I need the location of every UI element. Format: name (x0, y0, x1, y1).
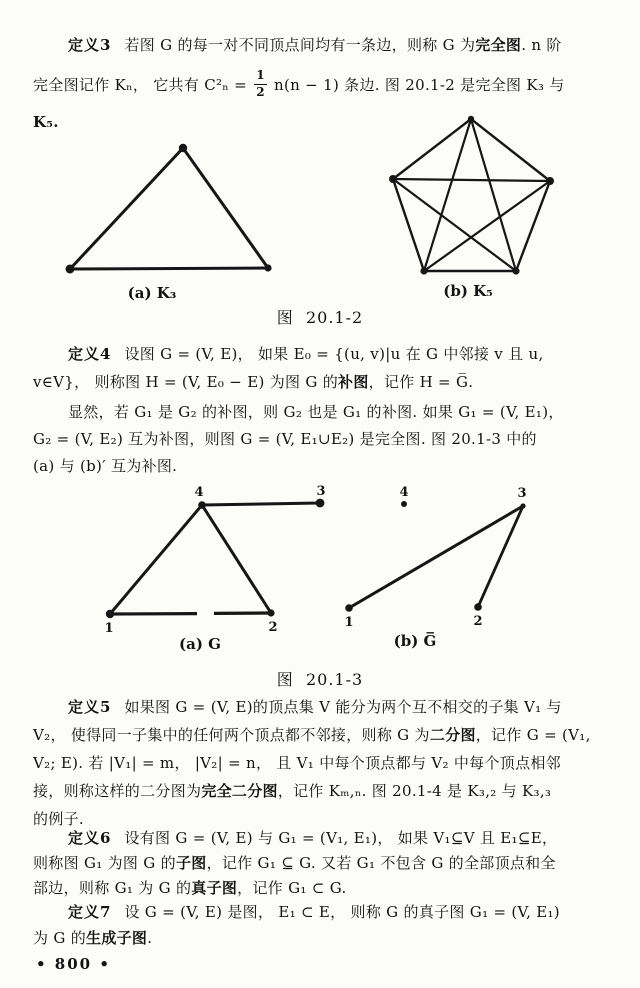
paragraph-obvious (33, 399, 613, 480)
vertex-dot (316, 499, 325, 508)
def7-text2: 为 G 的 (33, 929, 87, 947)
def6-text: 设有图 G = (V, E) 与 G₁ = (V₁, E₁)， 如果 V₁⊆V 且 E₁⊆E， (124, 829, 558, 847)
vertex-dot (267, 609, 274, 616)
def3-formula-pre: 完全图记作 Kₙ， 它共有 C²ₙ = (33, 75, 248, 94)
def7-text2-tail: . (147, 929, 153, 947)
def6-line3 (33, 876, 613, 901)
term-complete-bipartite-graph: 完全二分图 (201, 782, 278, 800)
def5-line1 (33, 693, 613, 721)
def5-text4-tail: ，记作 Kₘ,ₙ. 图 20.1-4 是 K₃,₂ 与 K₃,₃ (277, 782, 552, 800)
term-proper-subgraph: 真子图 (191, 879, 238, 897)
obvious-line3: (a) 与 (b)′ 互为补图. (33, 457, 178, 475)
page-number: • 800 • (36, 955, 111, 973)
vertex-label-4: 4 (194, 485, 204, 500)
subfigure-label-a: (a) K₃ (127, 284, 177, 302)
def6-text3-tail: ，记作 G₁ ⊂ G. (237, 879, 347, 897)
term-complete-graph: 完全图 (475, 36, 522, 54)
def5-line5: 的例子. (33, 810, 84, 828)
graph-edge (471, 119, 516, 271)
obvious-line1: 显然，若 G₁ 是 G₂ 的补图，则 G₂ 也是 G₁ 的补图. 如果 G₁ = (V, E₁)， (68, 403, 564, 421)
def5-label: 定义5 (68, 698, 112, 716)
def6-label: 定义6 (68, 829, 112, 847)
vertex-dot (520, 503, 525, 508)
graph-edge (70, 268, 268, 269)
fraction-one-half (254, 69, 267, 100)
vertex-dot (401, 501, 407, 507)
graph-edge (349, 506, 523, 608)
subfigure-label-b: (b) K₅ (443, 282, 493, 300)
def3-label: 定义3 (68, 36, 112, 54)
term-bipartite-graph: 二分图 (429, 726, 476, 744)
k3-graph (66, 144, 272, 302)
def6-text2: 则称图 G₁ 为图 G 的 (33, 854, 176, 872)
paragraph-def7 (33, 899, 613, 951)
paragraph-def4 (33, 340, 613, 396)
vertex-dot (420, 267, 427, 274)
def6-text3: 部边，则称 G₁ 为 G 的 (33, 879, 192, 897)
obvious-line2: G₂ = (V, E₂) 互为补图，则图 G = (V, E₁∪E₂) 是完全图. 图 20.1-3 中的 (33, 430, 537, 448)
fraction-numerator: 1 (256, 67, 265, 82)
def7-line2 (33, 925, 613, 951)
graph-edge (478, 506, 523, 607)
k5-graph (389, 116, 554, 300)
def4-line1 (33, 340, 613, 368)
def4-label: 定义4 (68, 345, 112, 363)
def3-line1 (33, 31, 613, 59)
def5-text: 如果图 G = (V, E)的顶点集 V 能分为两个互不相交的子集 V₁ 与 (124, 698, 562, 716)
term-subgraph: 子图 (175, 854, 207, 872)
vertex-dot (198, 501, 206, 509)
def4-line2 (33, 368, 613, 396)
def5-line3: V₂; E). 若 |V₁| = m， |V₂| = n， 且 V₁ 中每个顶点都与 V₂ 中每个顶点相邻 (33, 754, 561, 772)
def3-k5: K₅. (33, 113, 59, 131)
vertex-label-3: 3 (316, 485, 326, 499)
def3-text-tail: . n 阶 (521, 36, 562, 54)
def3-line2 (33, 62, 613, 106)
term-complement-graph: 补图 (338, 373, 369, 391)
vertex-label-3: 3 (517, 486, 527, 501)
def6-line1 (33, 826, 613, 851)
paragraph-def5 (33, 693, 613, 833)
vertex-label-2: 2 (473, 614, 483, 629)
def5-text2-tail: ，记作 G = (V₁, (475, 726, 591, 744)
vertex-dot (389, 175, 397, 183)
graph-edge (424, 119, 471, 271)
def7-label: 定义7 (68, 903, 112, 921)
def5-line2 (33, 721, 613, 749)
def3-formula-post: n(n − 1) 条边. 图 20.1-2 是完全图 K₃ 与 (274, 75, 565, 94)
vertex-label-1: 1 (344, 615, 354, 630)
subfigure-label-a: (a) G (179, 635, 221, 653)
figure-20-1-2 (0, 110, 640, 306)
def5-text2: V₂， 使得同一子集中的任何两个顶点都不邻接，则称 G 为 (33, 726, 430, 744)
graph-edge (183, 148, 268, 268)
graph-edge (110, 505, 202, 614)
figure-caption-20-1-2: 图 20.1-2 (276, 308, 364, 327)
graph-edge (393, 179, 550, 181)
vertex-dot (512, 267, 519, 274)
def5-text4: 接，则称这样的二分图为 (33, 782, 202, 800)
vertex-dot (546, 177, 554, 185)
graph-g-complement (344, 485, 526, 650)
vertex-dot (345, 604, 353, 612)
def3-text: 若图 G 的每一对不同顶点间均有一条边，则称 G 为 (124, 36, 476, 54)
graph-g (104, 485, 325, 653)
vertex-dot (179, 144, 187, 152)
graph-edge (393, 179, 424, 271)
figure-20-1-3 (0, 485, 640, 663)
vertex-label-2: 2 (268, 620, 278, 635)
graph-edge (393, 119, 471, 179)
vertex-dot (474, 603, 482, 611)
figure-caption-20-1-3: 图 20.1-3 (276, 670, 364, 689)
def5-line4 (33, 777, 613, 805)
graph-edge (424, 181, 550, 271)
term-spanning-subgraph: 生成子图 (86, 929, 148, 947)
vertex-label-1: 1 (104, 621, 114, 636)
paragraph-def6 (33, 826, 613, 901)
def4-text2-tail: ，记作 H = G̅. (368, 373, 474, 391)
def7-line1 (33, 899, 613, 925)
subfigure-label-b: (b) G̅ (393, 632, 437, 650)
vertex-dot (468, 116, 474, 122)
def4-text2: v∈V}， 则称图 H = (V, E₀ − E) 为图 G 的 (33, 373, 339, 391)
graph-edge (516, 181, 550, 271)
graph-edge (202, 503, 320, 505)
def6-text2-tail: ，记作 G₁ ⊆ G. 又若 G₁ 不包含 G 的全部顶点和全 (206, 854, 556, 872)
graph-edge (202, 505, 271, 613)
def7-text: 设 G = (V, E) 是图， E₁ ⊂ E， 则称 G 的真子图 G₁ = (V, E₁) (124, 903, 560, 921)
vertex-dot (106, 610, 114, 618)
graph-edge (471, 119, 550, 181)
vertex-label-4: 4 (399, 485, 409, 500)
vertex-dot (264, 264, 271, 271)
def4-text: 设图 G = (V, E)， 如果 E₀ = {(u, v)|u 在 G 中邻接 v 且 u, (124, 345, 544, 363)
graph-edge (70, 148, 183, 269)
vertex-dot (66, 265, 75, 274)
graph-edge (393, 179, 516, 271)
fraction-denominator: 2 (256, 84, 265, 99)
def6-line2 (33, 851, 613, 876)
